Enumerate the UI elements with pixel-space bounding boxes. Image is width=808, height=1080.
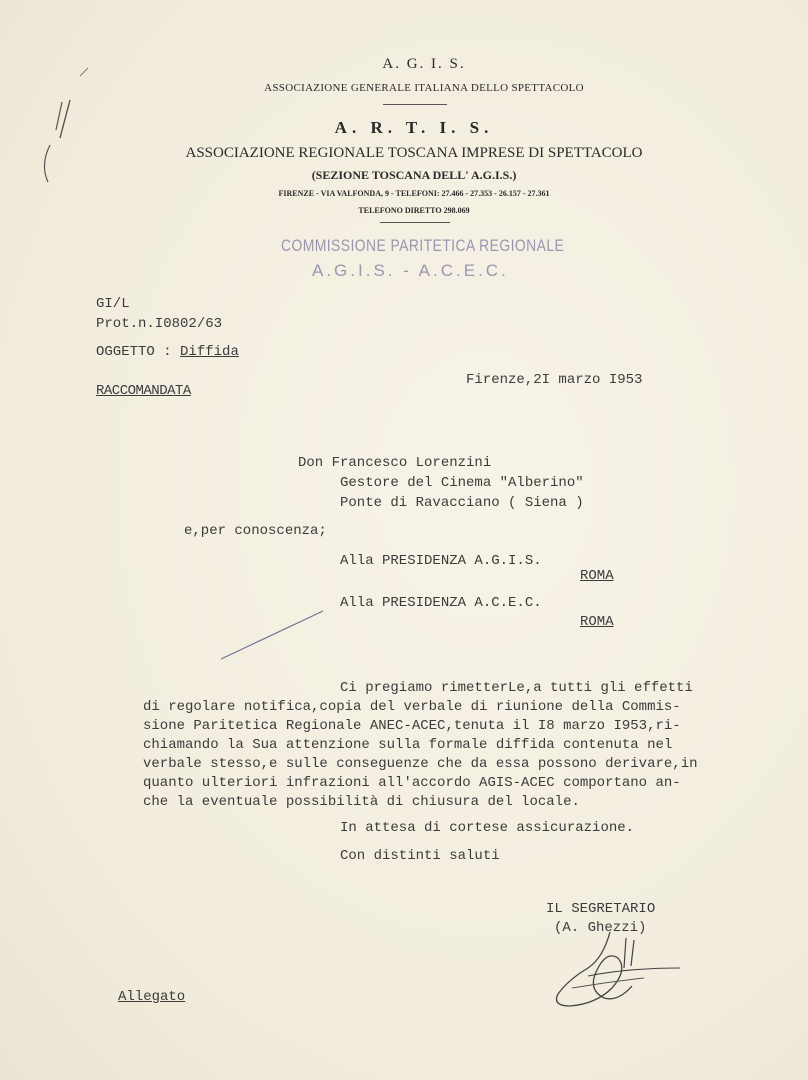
body-line-5: verbale stesso,e sulle conseguenze che da essa possono derivare,in [143,756,698,772]
reference-initials: GI/L [96,296,130,312]
cc-recipient-2: Alla PRESIDENZA A.C.E.C. [340,595,542,611]
cc-recipient-1: Alla PRESIDENZA A.G.I.S. [340,553,542,569]
letterhead-artis: A. R. T. I. S. [334,118,494,137]
body-line-3: sione Paritetica Regionale ANEC-ACEC,tenuta il I8 marzo I953,ri- [143,718,681,734]
subject-value: Diffida [180,344,239,360]
body-line-4: chiamando la Sua attenzione sulla formale diffida contenuta nel [143,737,673,753]
cc-intro: e,per conoscenza; [184,523,327,539]
protocol-number: Prot.n.I0802/63 [96,316,223,332]
letterhead-agis: A. G. I. S. [382,56,466,72]
letterhead-section: (SEZIONE TOSCANA DELL' A.G.I.S.) [311,168,517,182]
subject-label: OGGETTO : [96,344,172,360]
letterhead-artis-full: ASSOCIAZIONE REGIONALE TOSCANA IMPRESE DI SPETTACOLO [185,145,643,161]
recipient-role: Gestore del Cinema "Alberino" [340,475,584,491]
cc-city-2: ROMA [580,614,614,630]
cc-city-1: ROMA [580,568,614,584]
letterhead-divider-bottom [380,222,450,223]
recipient-location: Ponte di Ravacciano ( Siena ) [340,495,584,511]
signatory-name: (A. Ghezzi) [554,920,647,936]
body-line-1: Ci pregiamo rimetterLe,a tutti gli effetti [340,680,693,696]
letterhead-divider [383,104,447,105]
body-line-2: di regolare notifica,copia del verbale di riunione della Commis- [143,699,681,715]
subject-line [96,344,239,360]
enclosure-label: Allegato [118,989,186,1005]
commission-stamp-line1: COMMISSIONE PARITETICA REGIONALE [281,236,565,255]
place-date: Firenze,2I marzo I953 [466,372,643,388]
handwritten-signature [548,928,688,1018]
margin-pencil-marks [30,60,90,200]
letterhead-agis-full: ASSOCIAZIONE GENERALE ITALIANA DELLO SPETTACOLO [264,82,584,94]
pencil-stroke [215,605,330,665]
delivery-method: RACCOMANDATA [96,383,191,399]
body-line-7: che la eventuale possibilità di chiusura del locale. [143,794,580,810]
body-line-6: quanto ulteriori infrazioni all'accordo AGIS-ACEC comportano an- [143,775,681,791]
commission-stamp-line2: A.G.I.S. - A.C.E.C. [312,261,509,280]
closing-line-2: Con distinti saluti [340,848,500,864]
letterhead-address: FIRENZE - VIA VALFONDA, 9 - TELEFONI: 27.466 - 27.353 - 26.157 - 27.361 [278,189,550,198]
signatory-title: IL SEGRETARIO [546,901,656,917]
recipient-name: Don Francesco Lorenzini [298,455,492,471]
letterhead-direct-phone: TELEFONO DIRETTO 298.069 [358,206,470,215]
closing-line-1: In attesa di cortese assicurazione. [340,820,635,836]
